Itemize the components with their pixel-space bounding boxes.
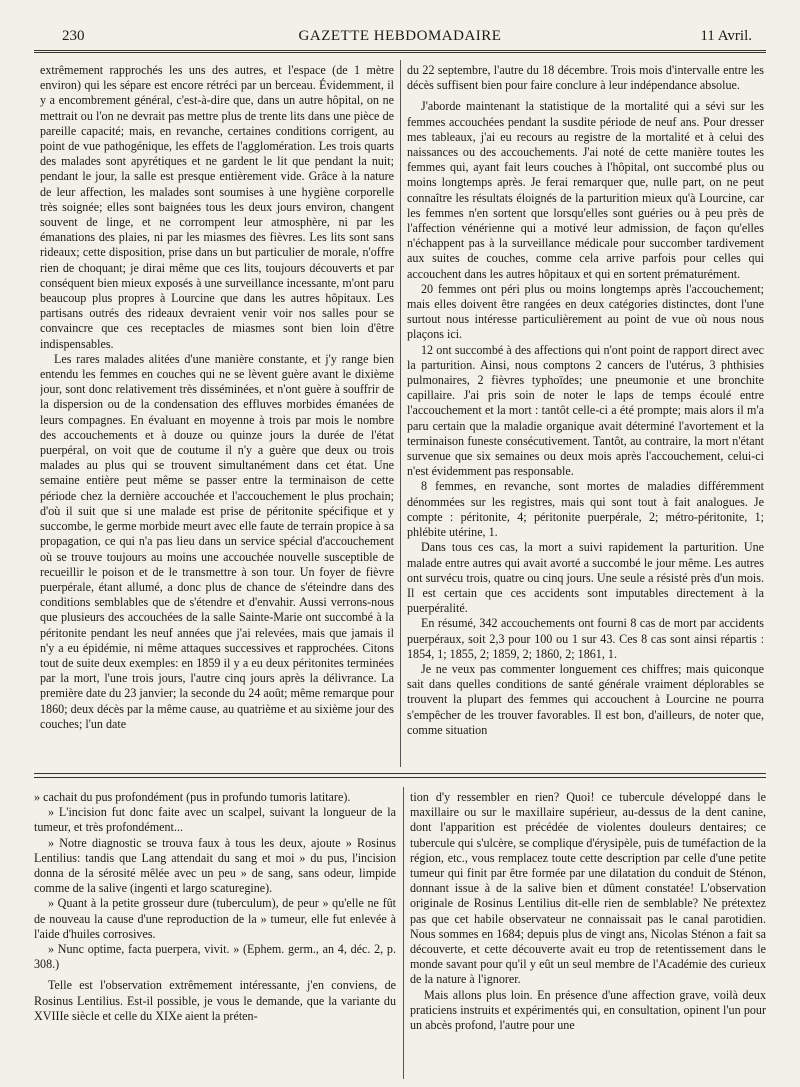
paragraph: 8 femmes, en revanche, sont mortes de maladies différemment dénommées sur les registres, mais qui sont tout à fait analogues. Je compte : péritonite, 4; péritonite puerpérale, 2; métro-péritonite, 1; phlébite utérine, 1. — [407, 479, 764, 540]
paragraph: Les rares malades alitées d'une manière constante, et j'y range bien entendu les femmes en couches qui ne se lèvent guère avant le dixième jour, sont donc relativement très disséminées, et n'ont guère à souffrir de la dispersion ou de la condensation des effluves morbides émanées de leurs compagnes. En évaluant en moyenne à trois par mois le nombre des accouchements et à douze ou quinze jours la durée de l'état puerpéral, on voit que de coutume il n'y a guère que deux ou trois malades au plus qui se trouvent simultanément dans cet état. Une semaine entière peut même se passer entre la terminaison de cette période chez la dernière accouchée et l'accouchement le plus prochain; d'où il suit que si une malade est prise de péritonite spécifique et y succombe, le germe morbide meurt avec elle faute de terrain propice à sa propagation, ce qui n'a pas lieu dans un service spécial d'accouchement où se trouve toujours au moins une accouchée nouvelle susceptible de recueillir le poison et de le transmettre à son tour. Un foyer de fièvre puerpérale, étant allumé, a donc plus de chance de s'éteindre dans des conditions semblables que de s'étendre et d'envahir. Aussi verrons-nous que plusieurs des accouchées de la salle Sainte-Marie ont succombé à la péritonite pendant les neuf années que j'ai relevées, mais que jamais il n'y a eu épidémie, ni même attaques successives et rapprochées. Citons tout de suite deux exemples: en 1859 il y a eu deux péritonites terminées par la mort, l'une trois jours, l'autre cinq jours après la délivrance. La première date du 23 janvier; la seconde du 24 août; même remarque pour 1860; deux décès par la même cause, au quatrième et au sixième jour des couches; l'un date — [40, 351, 394, 731]
page-header — [34, 28, 766, 48]
paragraph: Telle est l'observation extrêmement intéressante, j'en conviens, de Rosinus Lentilius. Est-il possible, je vous le demande, que la variante du XVIIIe siècle et celle du XIXe aient la préten- — [34, 978, 396, 1023]
paragraph: » Quant à la petite grosseur dure (tuberculum), de peur » qu'elle ne fût de nouveau la cause d'une reproduction de la » tumeur, elle fut enlevée à l'aide d'huiles corrosives. — [34, 896, 396, 941]
paragraph: J'aborde maintenant la statistique de la mortalité qui a sévi sur les femmes accouchées pendant la susdite période de neuf ans. Pour dresser mes tableaux, j'ai eu recours au registre de la mortalité et à celui des naissances ou des accouchements. J'ai noté de cette manière toutes les femmes qui, ayant fait leurs couches à l'hôpital, ont succombé plus ou moins longtemps après. Je ferai remarquer que, nulle part, on ne peut connaître les résultats éloignés de la parturition mieux qu'à Lourcine, car les femmes n'en sortent que lorsqu'elles sont guéries ou à peu près de l'affection vénérienne qui a motivé leur admission, de façon qu'elles n'échappent pas à la surveillance médicale pour succomber tardivement aux suites de couches, comme cela arrive parfois pour celles qui accouchent dans les autres hôpitaux et qui en sortent prématurément. — [407, 99, 764, 281]
paragraph: En résumé, 342 accouchements ont fourni 8 cas de mort par accidents puerpéraux, soit 2,3 pour 100 ou 1 sur 43. Ces 8 cas sont ainsi répartis : 1854, 1; 1855, 2; 1859, 2; 1860, 2; 1861, 1. — [407, 616, 764, 661]
section-rule — [34, 777, 766, 778]
upper-left-column — [40, 63, 394, 766]
paragraph: extrêmement rapprochés les uns des autres, et l'espace (de 1 mètre environ) qui les sépare est encore rétréci par un berceau. Évidemment, il y a encombrement général, c'est-à-dire que, dans un autre hôpital, on ne mettrait ou l'on ne devrait pas mettre plus de trente lits dans une pièce de pareille capacité; mais, en revanche, certaines conditions corrigent, au point de vue pathogénique, les effets de l'agglomération. Les trois quarts des malades sont apyrétiques et ne gardent le lit que pendant la nuit; pendant le jour, la salle est presque entièrement vide. Grâce à la nature de leur affection, les malades sont soumises à une hygiène corporelle très soignée; elles sont baignées tous les deux jours environ, changent souvent de linge, et ne corrompent leur atmosphère, ni par les émanations des plaies, ni par les miasmes des fièvres. Les lits sont sans rideaux; cette disposition, prise dans un but particulier de morale, n'offre rien de choquant; je dirai même que ces lits, toujours découverts et par conséquent bien mieux exposés à une surveillance incessante, m'ont paru beaucoup plus propres à Lourcine que dans les autres hôpitaux. Les partisans outrés des rideaux devraient venir voir nos salles pour se convaincre que ces receptacles de miasmes sont bien loin d'être indispensables. — [40, 63, 394, 351]
paragraph: Dans tous ces cas, la mort a suivi rapidement la parturition. Une malade entre autres qui avait avorté a succombé le jour même. Les autres ont survécu trois, quatre ou cinq jours. Une seule a résisté près d'un mois. Il est certain que ces accidents sont imputables directement à la puerpéralité. — [407, 540, 764, 616]
paragraph: » L'incision fut donc faite avec un scalpel, suivant la longueur de la tumeur, et très profondément... — [34, 805, 396, 835]
section-rule — [34, 773, 766, 774]
paragraph: tion d'y ressembler en rien? Quoi! ce tubercule développé dans le maxillaire ou sur le maxillaire supérieur, au-dessus de la dent canine, dont l'apparition est précédée de violentes douleurs dentaires; ce tubercule qui s'ulcère, se complique d'érysipèle, puis de tuméfaction de la région, etc., vous remplacez toute cette description par celle d'une petite tumeur qui finit par être formée par une dilatation du conduit de Sténon, donnant issue à de la salive bien et dûment constatée! L'observation originale de Rosinus Lentilius dit-elle rien de semblable? Ne prétextez pas que cet habile observateur ne connaissait pas le canal parotidien. Nous sommes en 1684; depuis plus de vingt ans, Nicolas Sténon a fait sa découverte, et cette découverte avait eu trop de retentissement dans le monde savant pour qu'il y eût un seul membre de l'Académie des curieux de la nature à l'ignorer. — [410, 790, 766, 987]
lower-left-column — [34, 790, 396, 1078]
journal-title: GAZETTE HEBDOMADAIRE — [298, 28, 502, 44]
paragraph: Je ne veux pas commenter longuement ces chiffres; mais quiconque sait dans quelles conditions de santé générale vraiment déplorables se trouvent la plupart des femmes qui accouchent à Lourcine ne pourra s'empêcher de les trouver favorables. Il est bon, d'ailleurs, de noter que, comme situation — [407, 661, 764, 737]
lower-right-column — [410, 790, 766, 1078]
page-number: 230 — [62, 28, 85, 44]
paragraph: Mais allons plus loin. En présence d'une affection grave, voilà deux praticiens instruits et expérimentés qui, en consultation, opinent l'un pour un abcès profond, l'autre pour une — [410, 987, 766, 1033]
upper-right-column — [407, 63, 764, 766]
issue-date: 11 Avril. — [700, 28, 752, 44]
paragraph: » cachait du pus profondément (pus in profundo tumoris latitare). — [34, 790, 351, 804]
paragraph: » Notre diagnostic se trouva faux à tous les deux, ajoute » Rosinus Lentilius: tandis que Lang attendait du sang et moi » du pus, l'incision donna de la sérosité mêlée avec un peu » de sang, sans odeur, limpide comme de la salive (ingenti et largo scaturegine). — [34, 835, 396, 896]
paragraph: 20 femmes ont péri plus ou moins longtemps après l'accouchement; mais elles doivent être rangées en deux catégories distinctes, dont l'une surtout nous intéresse particulièrement au point de vue où nous nous plaçons ici. — [407, 281, 764, 342]
paragraph: 12 ont succombé à des affections qui n'ont point de rapport direct avec la parturition. Ainsi, nous comptons 2 cancers de l'utérus, 3 phthisies pulmonaires, 2 fièvres typhoïdes; une pneumonie et une bronchite capillaire. J'ai pris soin de noter le laps de temps écoulé entre l'accouchement et la mort : tantôt celle-ci a été prompte; mais alors il m'a paru certain que la maladie organique avait déterminé l'avortement et la terminaison funeste consécutivement. Tantôt, au contraire, la mort n'étant survenue que six semaines ou deux mois après l'accouchement, celui-ci n'est évidemment pas responsable. — [407, 342, 764, 479]
header-rule — [34, 50, 766, 53]
column-divider — [403, 787, 404, 1079]
column-divider — [400, 60, 401, 767]
paragraph: du 22 septembre, l'autre du 18 décembre. Trois mois d'intervalle entre les décès suffisent bien pour faire conclure à leur indépendance absolue. — [407, 63, 764, 93]
paragraph: » Nunc optime, facta puerpera, vivit. » (Ephem. germ., an 4, déc. 2, p. 308.) — [34, 942, 396, 972]
